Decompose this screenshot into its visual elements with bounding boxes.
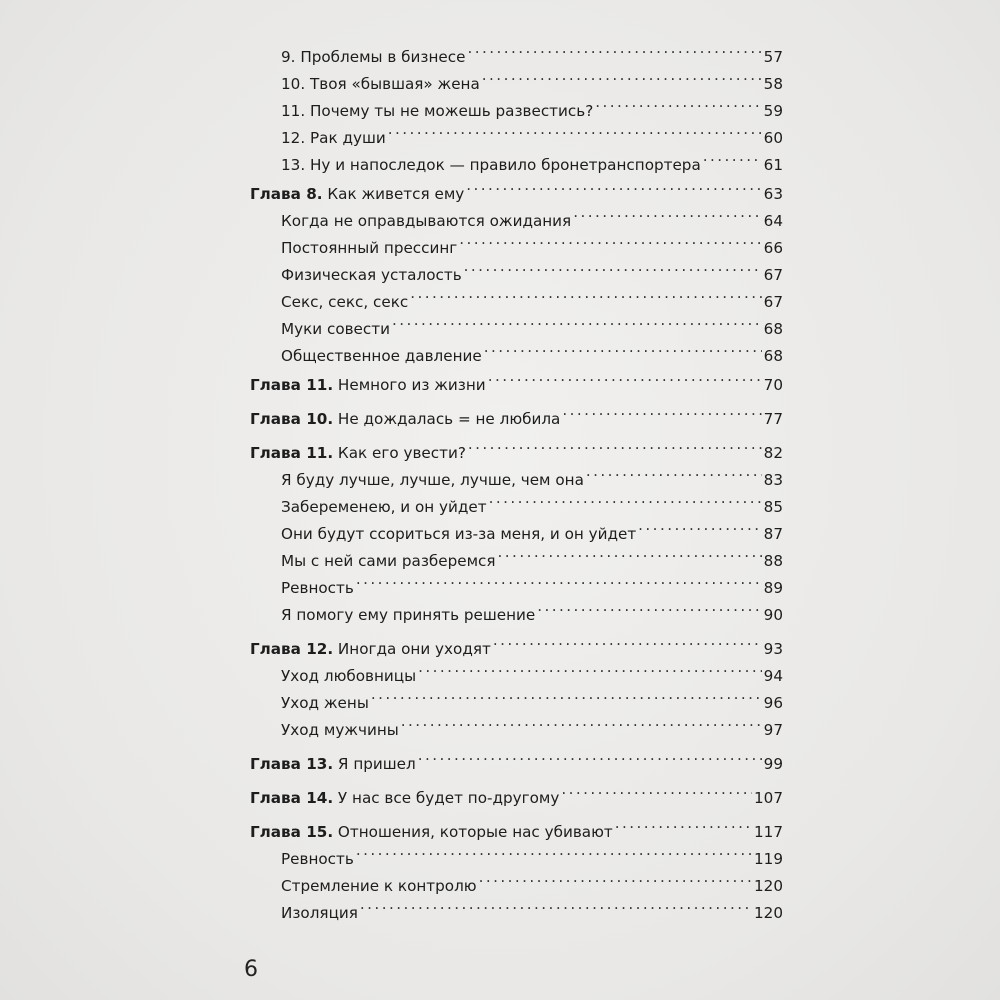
toc-page-number: 68	[763, 320, 783, 338]
chapter-label: Глава 10.	[250, 410, 334, 428]
toc-page-number: 97	[763, 721, 783, 739]
toc-page-number: 90	[763, 606, 783, 624]
toc-entry-title: 13. Ну и напоследок — правило бронетранспортера	[281, 156, 701, 174]
toc-page-number: 120	[754, 904, 783, 922]
toc-entry	[250, 654, 783, 685]
dot-leader	[498, 539, 762, 566]
toc-chapter-entry	[250, 397, 783, 428]
toc-entry	[250, 116, 783, 147]
dot-leader	[493, 627, 762, 654]
dot-leader	[418, 742, 762, 769]
toc-page-number: 67	[763, 293, 783, 311]
toc-entry-title: 10. Твоя «бывшая» жена	[281, 75, 480, 93]
toc-page-number: 117	[754, 823, 783, 841]
toc-page-number: 87	[763, 525, 783, 543]
toc-entry-title: Изоляция	[281, 904, 358, 922]
toc-entry-title: Глава 11. Как его увести?	[250, 444, 466, 462]
toc-page-number: 119	[754, 850, 783, 868]
toc-entry-title: Глава 12. Иногда они уходят	[250, 640, 491, 658]
dot-leader	[573, 199, 761, 226]
toc-entry-title: 9. Проблемы в бизнесе	[281, 48, 466, 66]
toc-entry	[250, 708, 783, 739]
toc-entry	[250, 512, 783, 543]
toc-entry-title: Стремление к контролю	[281, 877, 477, 895]
toc-entry-title: Уход мужчины	[281, 721, 399, 739]
toc-entry-title: Секс, секс, секс	[281, 293, 409, 311]
toc-entry-title: Глава 10. Не дождалась = не любила	[250, 410, 561, 428]
page-folio-number: 6	[244, 957, 258, 982]
toc-page-number: 64	[763, 212, 783, 230]
toc-page-number: 96	[763, 694, 783, 712]
toc-entry-title: Глава 11. Немного из жизни	[250, 376, 486, 394]
toc-chapter-entry	[250, 172, 783, 203]
toc-entry	[250, 89, 783, 120]
dot-leader	[467, 35, 761, 62]
toc-entry	[250, 485, 783, 516]
toc-entry-title: Они будут ссориться из-за меня, и он уйдет	[281, 525, 637, 543]
toc-entry-title: Забеременею, и он уйдет	[281, 498, 487, 516]
dot-leader	[638, 512, 762, 539]
toc-page-number: 85	[763, 498, 783, 516]
toc-entry-title: Глава 15. Отношения, которые нас убивают	[250, 823, 613, 841]
dot-leader	[459, 226, 761, 253]
toc-entry-title: Общественное давление	[281, 347, 482, 365]
toc-page-number: 89	[763, 579, 783, 597]
dot-leader	[464, 253, 762, 280]
toc-entry	[250, 199, 783, 230]
toc-page-number: 58	[763, 75, 783, 93]
toc-entry-title: Муки совести	[281, 320, 390, 338]
toc-page-number: 120	[754, 877, 783, 895]
dot-leader	[410, 280, 761, 307]
toc-entry	[250, 539, 783, 570]
toc-entry	[250, 837, 783, 868]
dot-leader	[401, 708, 762, 735]
toc-page-number: 88	[763, 552, 783, 570]
toc-entry	[250, 681, 783, 712]
toc-entry	[250, 334, 783, 365]
dot-leader	[703, 143, 762, 170]
toc-entry	[250, 253, 783, 284]
chapter-label: Глава 14.	[250, 789, 334, 807]
toc-entry	[250, 566, 783, 597]
toc-page-number: 99	[763, 755, 783, 773]
dot-leader	[586, 458, 762, 485]
chapter-label: Глава 13.	[250, 755, 334, 773]
toc-page-number: 68	[763, 347, 783, 365]
toc-entry	[250, 864, 783, 895]
toc-entry-title: Глава 8. Как живется ему	[250, 185, 465, 203]
toc-page-number: 67	[763, 266, 783, 284]
dot-leader	[360, 891, 752, 918]
dot-leader	[482, 62, 762, 89]
toc-entry	[250, 35, 783, 66]
toc-page-number: 77	[763, 410, 783, 428]
toc-chapter-entry	[250, 431, 783, 462]
toc-entry	[250, 280, 783, 311]
toc-page-number: 57	[763, 48, 783, 66]
toc-page-number: 93	[763, 640, 783, 658]
chapter-label: Глава 12.	[250, 640, 334, 658]
toc-entry-title: 11. Почему ты не можешь развестись?	[281, 102, 594, 120]
toc-entry	[250, 226, 783, 257]
toc-page-number: 60	[763, 129, 783, 147]
toc-entry-title: Ревность	[281, 579, 354, 597]
toc-entry	[250, 62, 783, 93]
toc-chapter-entry	[250, 810, 783, 841]
toc-page-number: 66	[763, 239, 783, 257]
dot-leader	[615, 810, 752, 837]
dot-leader	[371, 681, 762, 708]
toc-page-number: 94	[763, 667, 783, 685]
toc-page-number: 82	[763, 444, 783, 462]
toc-page-number: 70	[763, 376, 783, 394]
dot-leader	[479, 864, 752, 891]
toc-entry	[250, 458, 783, 489]
chapter-label: Глава 15.	[250, 823, 334, 841]
dot-leader	[468, 431, 762, 458]
toc-entry	[250, 307, 783, 338]
toc-chapter-entry	[250, 363, 783, 394]
dot-leader	[562, 397, 761, 424]
toc-page-number: 59	[763, 102, 783, 120]
toc-entry-title: Глава 14. У нас все будет по-другому	[250, 789, 560, 807]
toc-entry-title: Мы с ней сами разберемся	[281, 552, 496, 570]
toc-entry-title: Ревность	[281, 850, 354, 868]
toc-entry	[250, 593, 783, 624]
dot-leader	[356, 566, 762, 593]
dot-leader	[595, 89, 761, 116]
chapter-label: Глава 11.	[250, 376, 334, 394]
toc-entry-title: Глава 13. Я пришел	[250, 755, 416, 773]
chapter-label: Глава 8.	[250, 185, 323, 203]
toc-chapter-entry	[250, 776, 783, 807]
toc-entry-title: Я буду лучше, лучше, лучше, чем она	[281, 471, 584, 489]
dot-leader	[418, 654, 762, 681]
dot-leader	[466, 172, 761, 199]
dot-leader	[484, 334, 762, 361]
toc-entry-title: Физическая усталость	[281, 266, 462, 284]
toc-entry	[250, 891, 783, 922]
dot-leader	[489, 485, 762, 512]
dot-leader	[392, 307, 762, 334]
dot-leader	[561, 776, 752, 803]
toc-page-number: 107	[754, 789, 783, 807]
dot-leader	[388, 116, 762, 143]
dot-leader	[488, 363, 762, 390]
toc-page-number: 63	[763, 185, 783, 203]
dot-leader	[537, 593, 761, 620]
toc-entry-title: Постоянный прессинг	[281, 239, 458, 257]
toc-entry-title: Уход жены	[281, 694, 369, 712]
toc-entry-title: 12. Рак души	[281, 129, 386, 147]
toc-page-number: 61	[763, 156, 783, 174]
toc-entry-title: Когда не оправдываются ожидания	[281, 212, 572, 230]
toc-chapter-entry	[250, 627, 783, 658]
toc-entry	[250, 143, 783, 174]
toc-page-number: 83	[763, 471, 783, 489]
toc-entry-title: Уход любовницы	[281, 667, 417, 685]
table-of-contents	[250, 35, 783, 922]
chapter-label: Глава 11.	[250, 444, 334, 462]
toc-entry-title: Я помогу ему принять решение	[281, 606, 536, 624]
dot-leader	[356, 837, 752, 864]
toc-chapter-entry	[250, 742, 783, 773]
